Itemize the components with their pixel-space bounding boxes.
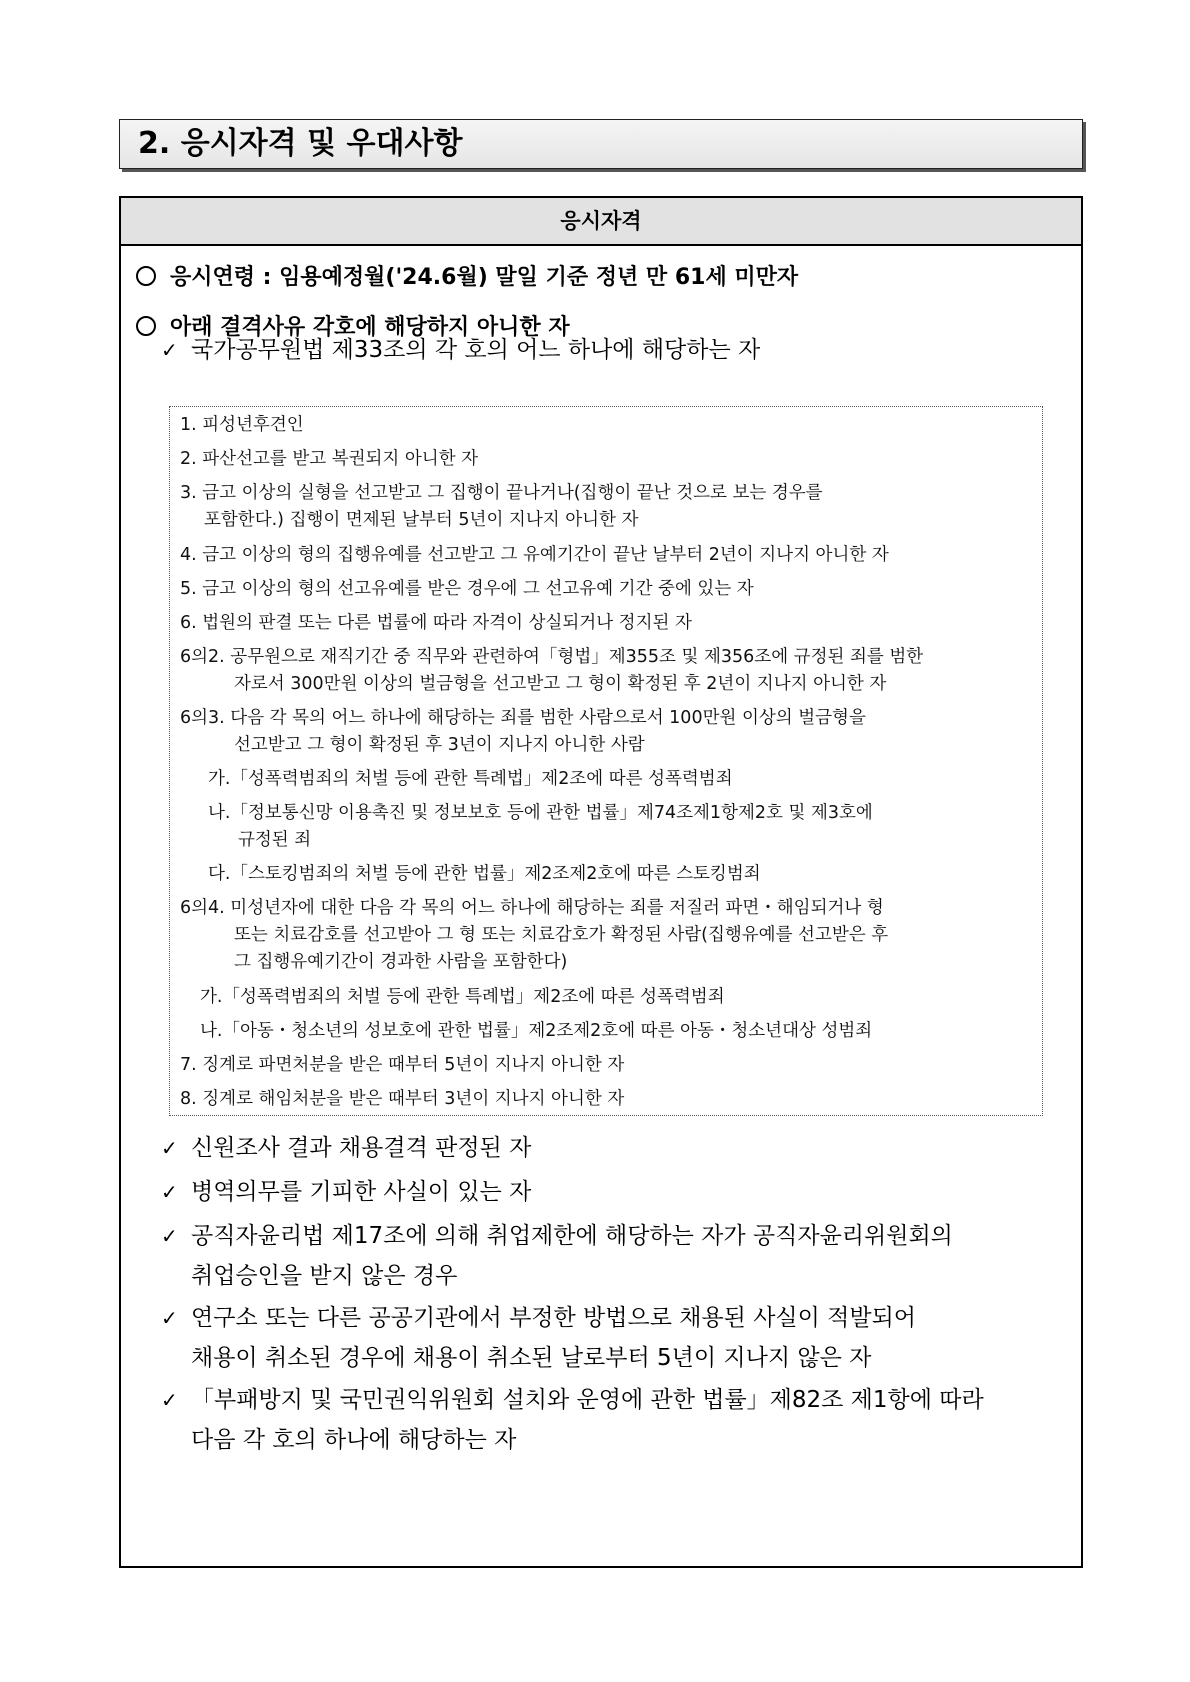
check-icon: ✓ [161,1306,178,1330]
check-item-civil-service-law [161,330,760,370]
circle-bullet-icon [136,266,156,286]
check-item-text: 국가공무원법 제33조의 각 호의 어느 하나에 해당하는 자 [191,337,761,363]
law-line: 가.「성폭력범죄의 처벌 등에 관한 특례법」제2조에 따른 성폭력범죄 [208,769,733,789]
check-item-text: 공직자윤리법 제17조에 의해 취업제한에 해당하는 자가 공직자윤리위원회의 [191,1223,953,1249]
check-item-text-continued: 채용이 취소된 경우에 채용이 취소된 날로부터 5년이 지나지 않은 자 [191,1345,872,1371]
check-item-text: 「부패방지 및 국민권익위원회 설치와 운영에 관한 법률」제82조 제1항에 따라 [191,1387,984,1413]
eligibility-header: 응시자격 [121,198,1081,246]
law-line: 가.「성폭력범죄의 처벌 등에 관한 특례법」제2조에 따른 성폭력범죄 [200,987,725,1007]
check-item-ethics-law [161,1216,953,1296]
check-item-fraudulent-hiring [161,1298,916,1378]
law-line: 나.「정보통신망 이용촉진 및 정보보호 등에 관한 법률」제74조제1항제2호 및 제3호에 [208,803,873,823]
check-item-text-continued: 취업승인을 받지 않은 경우 [191,1263,458,1289]
check-icon: ✓ [161,1180,178,1204]
section-title: 2. 응시자격 및 우대사항 [119,119,1083,169]
law-line: 6의4. 미성년자에 대한 다음 각 목의 어느 하나에 해당하는 죄를 저질러 파면・해임되거나 형 [180,898,884,918]
check-item-text: 신원조사 결과 채용결격 판정된 자 [191,1135,532,1161]
check-item-text-continued: 다음 각 호의 하나에 해당하는 자 [191,1427,517,1453]
law-line: 포함한다.) 집행이 면제된 날부터 5년이 지나지 아니한 자 [204,510,639,530]
check-item-text: 연구소 또는 다른 공공기관에서 부정한 방법으로 채용된 사실이 적발되어 [191,1305,917,1331]
law-line: 6의3. 다음 각 목의 어느 하나에 해당하는 죄를 범한 사람으로서 100만원 이상의 벌금형을 [180,708,866,728]
law-line: 8. 징계로 해임처분을 받은 때부터 3년이 지나지 아니한 자 [180,1089,625,1109]
law-line: 자로서 300만원 이상의 벌금형을 선고받고 그 형이 확정된 후 2년이 지나지 아니한 자 [234,674,887,694]
law-line: 다.「스토킹범죄의 처벌 등에 관한 법률」제2조제2호에 따른 스토킹범죄 [208,864,761,884]
law-line: 또는 치료감호를 선고받아 그 형 또는 치료감호가 확정된 사람(집행유예를 선고받은 후 [234,925,889,945]
law-line: 7. 징계로 파면처분을 받은 때부터 5년이 지나지 아니한 자 [180,1055,625,1075]
law-line: 6의2. 공무원으로 재직기간 중 직무와 관련하여「형법」제355조 및 제356조에 규정된 죄를 범한 [180,647,924,667]
law-excerpt-box [169,406,1043,1116]
age-requirement-text: 응시연령 : 임용예정월('24.6월) 말일 기준 정년 만 61세 미만자 [170,265,799,290]
check-item-anti-corruption-law [161,1380,984,1460]
law-line: 선고받고 그 형이 확정된 후 3년이 지나지 아니한 사람 [234,735,645,755]
check-item-military-service [161,1172,531,1212]
law-line: 6. 법원의 판결 또는 다른 법률에 따라 자격이 상실되거나 정지된 자 [180,613,692,633]
check-icon: ✓ [161,1136,178,1160]
check-icon: ✓ [161,1224,178,1248]
eligibility-box [119,196,1083,1568]
law-line: 5. 금고 이상의 형의 선고유예를 받은 경우에 그 선고유예 기간 중에 있는 자 [180,579,754,599]
law-line: 그 집행유예기간이 경과한 사람을 포함한다) [234,952,568,972]
law-line: 규정된 죄 [238,830,312,850]
check-item-text: 병역의무를 기피한 사실이 있는 자 [191,1179,532,1205]
check-icon: ✓ [161,338,178,362]
law-line: 1. 피성년후견인 [180,415,304,435]
law-line: 3. 금고 이상의 실형을 선고받고 그 집행이 끝나거나(집행이 끝난 것으로 보는 경우를 [180,483,823,503]
circle-bullet-icon [136,316,156,336]
law-line: 2. 파산선고를 받고 복권되지 아니한 자 [180,449,479,469]
law-line: 나.「아동・청소년의 성보호에 관한 법률」제2조제2호에 따른 아동・청소년대상 성범죄 [200,1021,873,1041]
disqualification-requirement-text: 아래 결격사유 각호에 해당하지 아니한 자 [170,315,570,340]
check-item-background-check [161,1128,531,1168]
age-requirement [136,260,798,291]
check-icon: ✓ [161,1388,178,1412]
law-line: 4. 금고 이상의 형의 집행유예를 선고받고 그 유예기간이 끝난 날부터 2년이 지나지 아니한 자 [180,545,889,565]
